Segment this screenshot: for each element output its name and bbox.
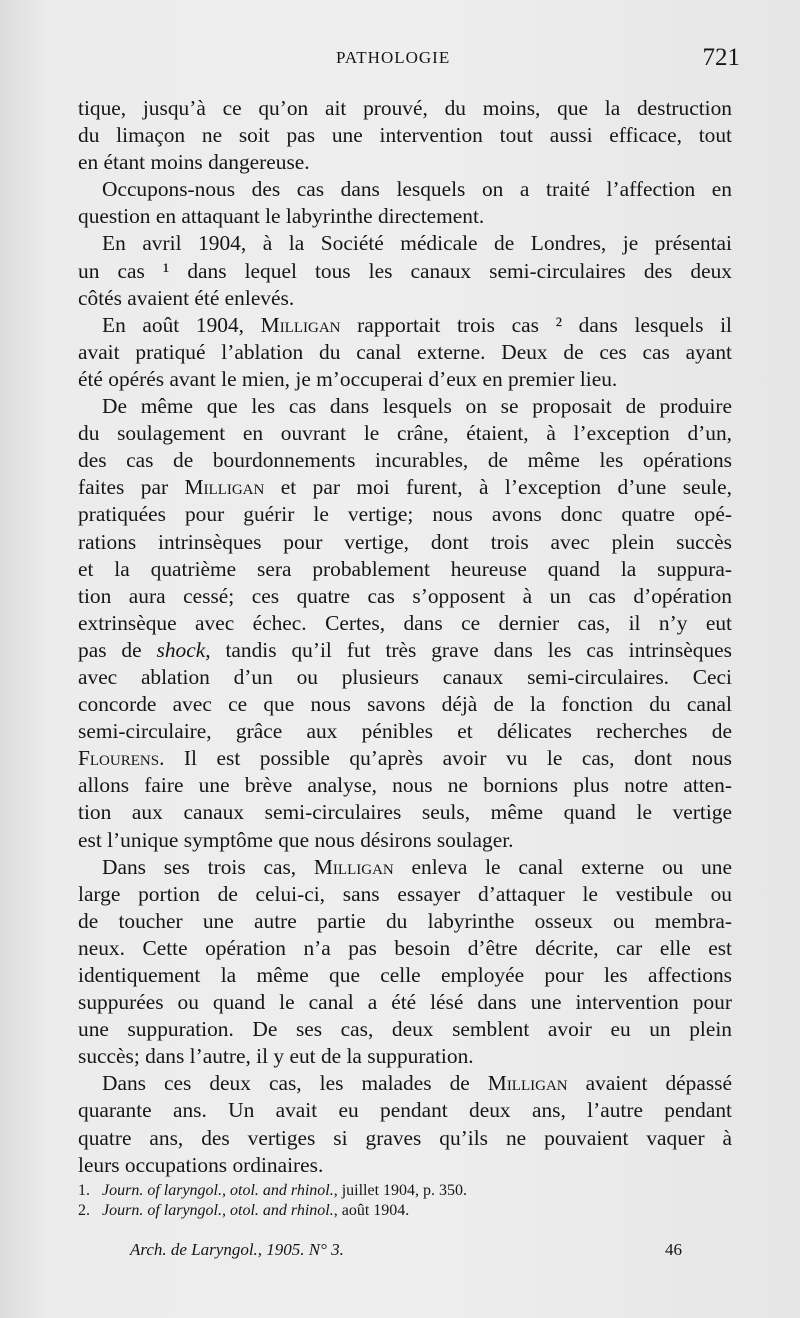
page-number: 721	[702, 44, 740, 71]
footnote-number: 2.	[78, 1202, 90, 1219]
text-line: question en attaquant le labyrinthe directement.	[78, 204, 485, 229]
text-line: tique, jusqu’à ce qu’on ait prouvé, du moins, que la destruction	[78, 96, 732, 120]
footnote: 2. Journ. of laryngol., otol. and rhinol., août 1904.	[78, 1202, 410, 1219]
journal-title: Journ. of laryngol., otol. and rhinol.	[102, 1182, 334, 1199]
text-line: du soulagement en ouvrant le crâne, étaient, à l’exception d’un,	[78, 421, 732, 446]
text-line: concorde avec ce que nous savons déjà de la fonction du canal	[78, 692, 732, 717]
text-line: extrinsèque avec échec. Certes, dans ce dernier cas, il n’y eut	[78, 610, 732, 635]
text-line: tion aux canaux semi-circulaires seuls, même quand le vertige	[78, 800, 732, 825]
text-line: En août 1904, Milligan rapportait trois cas ² dans lesquels il	[102, 312, 732, 337]
footnote: 1. Journ. of laryngol., otol. and rhinol., juillet 1904, p. 350.	[78, 1182, 468, 1199]
text-line: Dans ces deux cas, les malades de Milligan avaient dépassé	[102, 1071, 732, 1096]
text-line: quarante ans. Un avait eu pendant deux ans, l’autre pendant	[78, 1098, 732, 1123]
text-line: de toucher une autre partie du labyrinthe osseux ou membra-	[78, 908, 732, 933]
text-line: avec ablation d’un ou plusieurs canaux semi-circulaires. Ceci	[78, 664, 732, 689]
author-name: Milligan	[260, 312, 341, 337]
text-line: des cas de bourdonnements incurables, de même les opérations	[78, 448, 732, 473]
journal-signature: Arch. de Laryngol., 1905. N° 3.	[130, 1240, 344, 1259]
author-name: Milligan	[184, 475, 265, 500]
text-line: neux. Cette opération n’a pas besoin d’être décrite, car elle est	[78, 935, 732, 960]
text-line: suppurées ou quand le canal a été lésé dans une intervention pour	[78, 990, 732, 1015]
page-header	[78, 44, 740, 84]
author-name: Flourens	[78, 746, 160, 771]
text-line: succès; dans l’autre, il y eut de la suppuration.	[78, 1044, 474, 1069]
footnote-number: 1.	[78, 1182, 90, 1199]
text-line: large portion de celui-ci, sans essayer d’attaquer le vestibule ou	[78, 881, 732, 906]
journal-title: Journ. of laryngol., otol. and rhinol.	[102, 1202, 334, 1219]
text-line: De même que les cas dans lesquels on se proposait de produire	[102, 394, 732, 419]
text-line: faites par Milligan et par moi furent, à l’exception d’une seule,	[78, 475, 732, 500]
text-line: Dans ses trois cas, Milligan enleva le canal externe ou une	[102, 854, 732, 879]
text-line: pratiquées pour guérir le vertige; nous avons donc quatre opé-	[78, 502, 732, 527]
footnotes	[78, 1181, 738, 1221]
text-line: en étant moins dangereuse.	[78, 150, 310, 175]
text-line: côtés avaient été enlevés.	[78, 285, 295, 310]
text-line: été opérés avant le mien, je m’occuperai d’eux en premier lieu.	[78, 366, 618, 391]
page-footer	[130, 1240, 682, 1264]
text-line: leurs occupations ordinaires.	[78, 1152, 324, 1177]
text-line: En avril 1904, à la Société médicale de Londres, je présentai	[102, 231, 732, 256]
text-line: et la quatrième sera probablement heureuse quand la suppura-	[78, 556, 732, 581]
italic-term: shock	[156, 637, 206, 662]
text-line: quatre ans, des vertiges si graves qu’ils ne pouvaient vaquer à	[78, 1125, 732, 1150]
text-line: un cas ¹ dans lequel tous les canaux semi-circulaires des deux	[78, 258, 732, 283]
author-name: Milligan	[313, 854, 394, 879]
text-line: Flourens. Il est possible qu’après avoir vu le cas, dont nous	[78, 746, 732, 771]
text-line: semi-circulaire, grâce aux pénibles et délicates recherches de	[78, 719, 732, 744]
text-line: du limaçon ne soit pas une intervention tout aussi efficace, tout	[78, 123, 732, 148]
text-line: allons faire une brève analyse, nous ne bornions plus notre atten-	[78, 773, 732, 798]
body-text	[78, 95, 732, 1179]
text-line: tion aura cessé; ces quatre cas s’opposent à un cas d’opération	[78, 583, 732, 608]
running-title: PATHOLOGIE	[336, 48, 451, 67]
text-line: est l’unique symptôme que nous désirons soulager.	[78, 827, 514, 852]
signature-number: 46	[665, 1240, 682, 1259]
text-line: une suppuration. De ses cas, deux semblent avoir eu un plein	[78, 1017, 732, 1042]
text-line: identiquement la même que celle employée pour les affections	[78, 963, 732, 987]
author-name: Milligan	[487, 1071, 568, 1096]
text-line: Occupons-nous des cas dans lesquels on a traité l’affection en	[102, 177, 732, 202]
text-line: avait pratiqué l’ablation du canal externe. Deux de ces cas ayant	[78, 339, 732, 364]
text-line: pas de shock, tandis qu’il fut très grave dans les cas intrinsèques	[78, 637, 732, 662]
text-line: rations intrinsèques pour vertige, dont trois avec plein succès	[78, 529, 732, 554]
